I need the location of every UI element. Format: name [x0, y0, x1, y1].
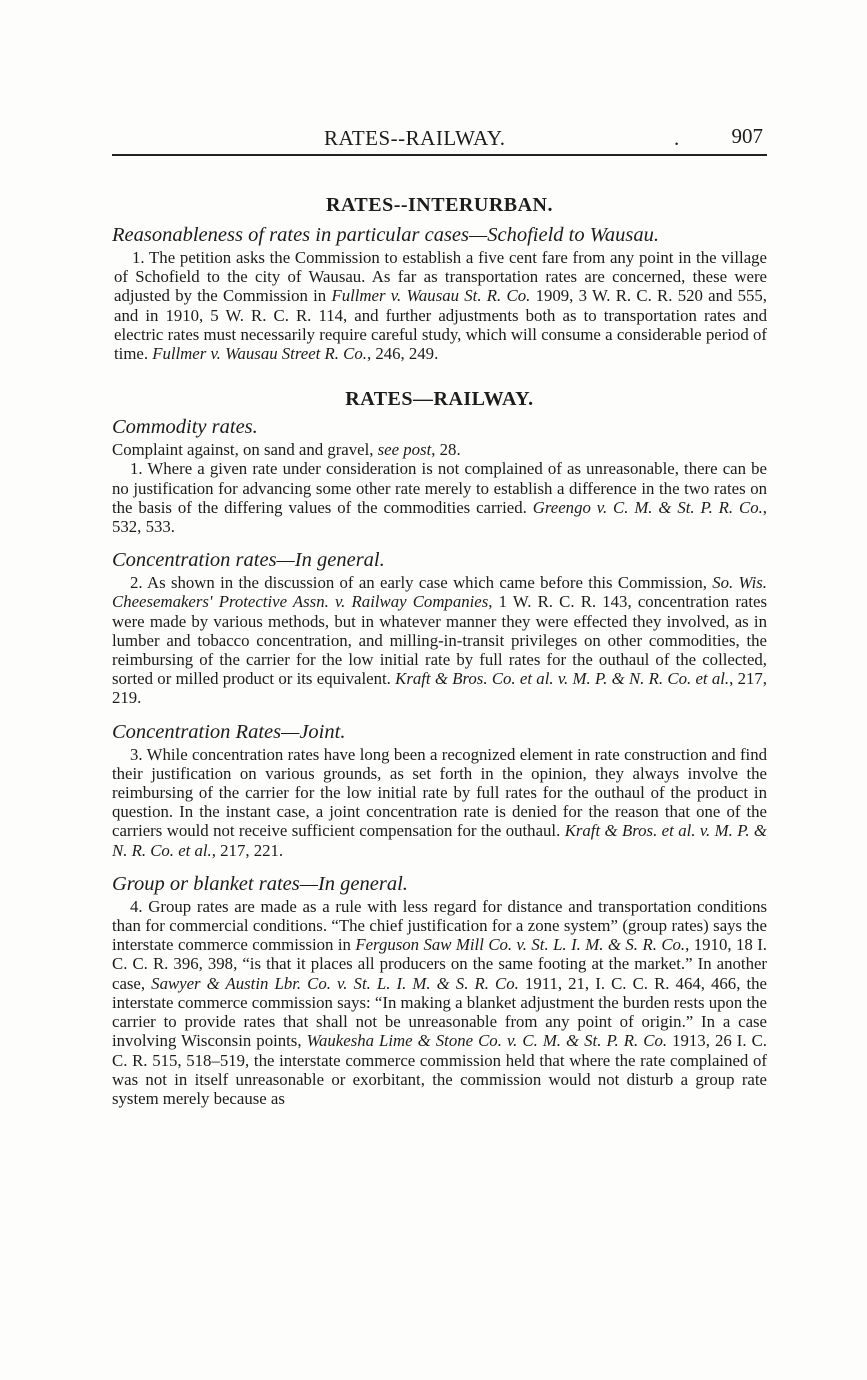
section-title-railway: RATES—RAILWAY. [345, 388, 534, 411]
subhead-commodity-rates: Commodity rates. [112, 416, 258, 439]
paragraph-4-group: 4. Group rates are made as a rule with less regard for distance and transportation conditions than for commercial conditions. “The chief justification for a zone system” (group rates) says the interstate commerce commission in Ferguson Saw Mill Co. v. St. L. I. M. & S. R. Co., 1910, 18 I. C. C. R. 396, 398, “is that it places all producers on the same footing at the market.” In another case, Sawyer & Austin Lbr. Co. v. St. L. I. M. & S. R. Co. 1911, 21, I. C. C. R. 464, 466, the interstate commerce commission says: “In making a blanket adjustment the burden rests upon the carrier to provide rates that shall not be unreasonable from any point of origin.” In a case involving Wisconsin points, Waukesha Lime & Stone Co. v. C. M. & St. P. R. Co. 1913, 26 I. C. C. R. 515, 518–519, the interstate commerce commission held that where the rate complained of was not in itself unreasonable or exorbitant, the commission would not disturb a group rate system merely because as [112, 896, 767, 1108]
case-citation: Kraft & Bros. et al. v. M. P. & N. R. Co. et al. [112, 821, 767, 860]
paragraph-1-commodity: 1. Where a given rate under consideration is not complained of as unreasonable, there can be no justification for advancing some other rate merely to establish a difference in the two rates on the basis of the differing values of the commodities carried. Greengo v. C. M. & St. P. R. Co., 532, 533. [112, 459, 767, 537]
case-citation: Fullmer v. Wausau Street R. Co. [152, 344, 367, 364]
running-header-title: RATES--RAILWAY. [324, 126, 506, 150]
page-number: 907 [731, 124, 763, 148]
running-header-dot: . [674, 126, 680, 150]
subhead-concentration-joint: Concentration Rates—Joint. [112, 720, 346, 743]
section-title-interurban: RATES--INTERURBAN. [326, 194, 553, 216]
case-citation: Waukesha Lime & Stone Co. v. C. M. & St. P. R. Co. [306, 1031, 668, 1051]
case-citation: Fullmer v. Wausau St. R. Co. [331, 286, 531, 306]
subhead-group-rates: Group or blanket rates—In general. [112, 872, 408, 895]
page-body [112, 118, 767, 1108]
subhead-reasonableness: Reasonableness of rates in particular cases—Schofield to Wausau. [112, 224, 660, 246]
case-citation: Ferguson Saw Mill Co. v. St. L. I. M. & S. R. Co. [355, 935, 686, 955]
paragraph-3-joint: 3. While concentration rates have long been a recognized element in rate construction and find their justification on various grounds, as set forth in the opinion, they always involve the reimbursing of the carrier for the low initial rate by full rates for the outhaul of the product in question. In the instant case, a joint concentration rate is denied for the reason that one of the carriers would not receive sufficient compensation for the outhaul. Kraft & Bros. et al. v. M. P. & N. R. Co. et al., 217, 221. [112, 744, 767, 860]
subhead-concentration-general: Concentration rates—In general. [112, 549, 385, 572]
case-citation: Sawyer & Austin Lbr. Co. v. St. L. I. M. & S. R. Co. [151, 973, 519, 993]
paragraph-1-interurban: 1. The petition asks the Commission to establish a five cent fare from any point in the village of Schofield to the city of Wausau. As far as transportation rates are concerned, these were adjusted by the Commission in Fullmer v. Wausau St. R. Co. 1909, 3 W. R. C. R. 520 and 555, and in 1910, 5 W. R. C. R. 114, and further adjustments both as to transportation rates and electric rates must necessarily require careful study, which will consume a considerable period of time. Fullmer v. Wausau Street R. Co., 246, 249. [114, 248, 767, 364]
case-citation: Kraft & Bros. Co. et al. v. M. P. & N. R. Co. et al. [395, 669, 730, 689]
cross-reference-line: Complaint against, on sand and gravel, see post, 28. [112, 440, 461, 460]
running-header [112, 118, 767, 156]
paragraph-2-concentration: 2. As shown in the discussion of an early case which came before this Commission, So. Wis. Cheesemakers' Protective Assn. v. Railway Companies, 1 W. R. C. R. 143, concentration rates were made by various methods, but in whatever manner they were effected they involved, as in lumber and tobacco concentration, and milling-in-transit privileges on other commodities, the reimbursing of the carrier for the low initial rate by full rates for the outhaul of the collected, sorted or milled product or its equivalent. Kraft & Bros. Co. et al. v. M. P. & N. R. Co. et al., 217, 219. [112, 573, 768, 708]
case-citation: So. Wis. Cheesemakers' Protective Assn. v. Railway Companies [112, 573, 767, 612]
case-citation: Greengo v. C. M. & St. P. R. Co. [532, 497, 763, 517]
